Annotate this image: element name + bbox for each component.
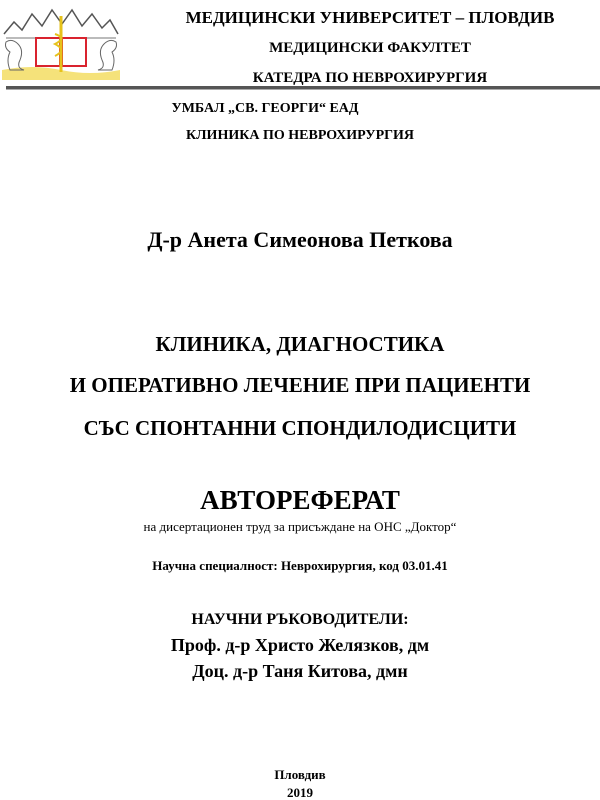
department-name: КАТЕДРА ПО НЕВРОХИРУРГИЯ [252,70,488,86]
university-logo [2,4,120,80]
title-line: СЪС СПОНТАННИ СПОНДИЛОДИСЦИТИ [83,416,517,440]
faculty-name: МЕДИЦИНСКИ ФАКУЛТЕТ [269,40,471,56]
title-line: КЛИНИКА, ДИАГНОСТИКА [155,332,445,356]
hospital-name: УМБАЛ „СВ. ГЕОРГИ“ ЕАД [171,101,359,116]
clinic-name: КЛИНИКА ПО НЕВРОХИРУРГИЯ [185,128,415,143]
year: 2019 [287,785,313,800]
header-divider [6,86,600,90]
supervisor-name: Проф. д-р Христо Желязков, дм [170,635,430,655]
supervisors-heading: НАУЧНИ РЪКОВОДИТЕЛИ: [191,611,409,628]
author-name: Д-р Анета Симеонова Петкова [147,227,453,252]
document-type: АВТОРЕФЕРАТ [200,485,400,515]
supervisor-name: Доц. д-р Таня Китова, дмн [192,661,408,681]
title-line: И ОПЕРАТИВНО ЛЕЧЕНИЕ ПРИ ПАЦИЕНТИ [69,373,531,397]
university-name: МЕДИЦИНСКИ УНИВЕРСИТЕТ – ПЛОВДИВ [185,8,555,27]
city: Пловдив [274,767,326,782]
document-subtitle: на дисертационен труд за присъждане на ОНС „Доктор“ [143,519,457,534]
specialty: Научна специалност: Неврохирургия, код 03.01.41 [152,558,448,573]
